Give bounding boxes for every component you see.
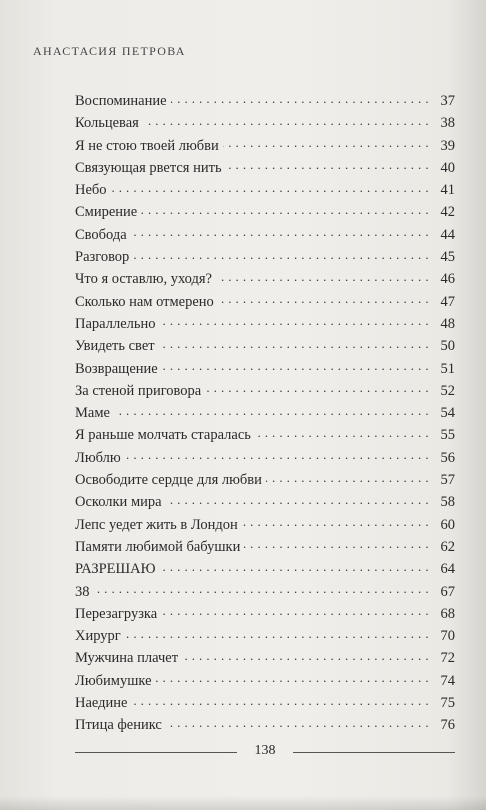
toc-entry-title: Маме bbox=[75, 405, 110, 422]
toc-entry-title: Хирург bbox=[75, 628, 121, 645]
toc-dot-leader bbox=[226, 157, 429, 172]
toc-entry-page: 76 bbox=[440, 717, 455, 734]
toc-entry-title: Воспоминание bbox=[75, 93, 167, 109]
toc-entry bbox=[75, 179, 455, 201]
toc-entry bbox=[75, 402, 455, 424]
toc-entry-page: 57 bbox=[440, 472, 455, 489]
page-number: 138 bbox=[254, 743, 276, 758]
toc-entry-page: 48 bbox=[440, 315, 455, 332]
toc-dot-leader bbox=[223, 135, 429, 150]
toc-dot-leader bbox=[114, 403, 429, 418]
toc-entry-page: 51 bbox=[440, 360, 455, 377]
toc-dot-leader bbox=[244, 536, 429, 551]
toc-entry-title: Небо bbox=[75, 182, 107, 199]
toc-entry bbox=[75, 558, 455, 580]
toc-entry-page: 41 bbox=[440, 182, 455, 199]
running-head: АНАСТАСИЯ ПЕТРОВА bbox=[33, 44, 186, 58]
toc-entry-page: 47 bbox=[440, 293, 455, 310]
toc-dot-leader bbox=[156, 670, 429, 685]
toc-dot-leader bbox=[218, 291, 429, 306]
toc-entry bbox=[75, 714, 455, 736]
toc-dot-leader bbox=[159, 336, 429, 351]
toc-entry bbox=[75, 112, 455, 134]
toc-entry-title: Лепс уедет жить в Лондон bbox=[75, 516, 238, 533]
toc-dot-leader bbox=[166, 715, 429, 730]
toc-entry-title: Что я оставлю, уходя? bbox=[75, 271, 212, 288]
toc-entry bbox=[75, 246, 455, 268]
toc-entry-title: Птица феникс bbox=[75, 717, 162, 734]
toc-entry bbox=[75, 514, 455, 536]
toc-entry-title: Смирение bbox=[75, 204, 138, 221]
toc-entry-title: Увидеть свет bbox=[75, 338, 155, 355]
folio-rule-left bbox=[75, 752, 237, 753]
toc-entry bbox=[75, 603, 455, 625]
toc-entry bbox=[75, 380, 455, 402]
toc-entry bbox=[75, 536, 455, 558]
toc-entry-title: Разговор bbox=[75, 249, 130, 266]
toc-entry-title: Возвращение bbox=[75, 360, 158, 377]
toc-entry-page: 42 bbox=[440, 204, 455, 221]
toc-entry-page: 74 bbox=[440, 672, 455, 689]
toc-entry-page: 39 bbox=[440, 137, 455, 154]
toc-entry-title: Параллельно bbox=[75, 315, 156, 332]
toc-dot-leader bbox=[166, 492, 429, 507]
toc-dot-leader bbox=[132, 693, 430, 708]
toc-entry bbox=[75, 447, 455, 469]
toc-entry-title: Я раньше молчать старалась bbox=[75, 427, 251, 444]
table-of-contents bbox=[75, 90, 455, 737]
toc-entry-page: 75 bbox=[440, 695, 455, 712]
toc-entry bbox=[75, 625, 455, 647]
toc-entry-title: Осколки мира bbox=[75, 494, 162, 511]
toc-dot-leader bbox=[160, 313, 430, 328]
toc-entry-title: Любимушке bbox=[75, 672, 152, 689]
toc-entry-page: 44 bbox=[440, 226, 455, 243]
toc-dot-leader bbox=[205, 380, 429, 395]
toc-entry-page: 37 bbox=[440, 93, 455, 109]
toc-dot-leader bbox=[255, 425, 429, 440]
toc-dot-leader bbox=[266, 470, 429, 485]
toc-dot-leader bbox=[242, 514, 429, 529]
toc-entry-page: 60 bbox=[440, 516, 455, 533]
toc-dot-leader bbox=[125, 447, 429, 462]
toc-entry-title: За стеной приговора bbox=[75, 382, 202, 399]
toc-entry-title: Памяти любимой бабушки bbox=[75, 538, 241, 555]
toc-entry-page: 67 bbox=[440, 583, 455, 600]
toc-entry bbox=[75, 491, 455, 513]
toc-dot-leader bbox=[133, 247, 429, 262]
toc-dot-leader bbox=[162, 358, 429, 373]
toc-dot-leader bbox=[216, 269, 429, 284]
toc-dot-leader bbox=[161, 603, 429, 618]
toc-entry bbox=[75, 358, 455, 380]
toc-entry bbox=[75, 268, 455, 290]
toc-entry bbox=[75, 424, 455, 446]
toc-entry-page: 56 bbox=[440, 449, 455, 466]
toc-entry-title: Мужчина плачет bbox=[75, 650, 179, 667]
toc-dot-leader bbox=[182, 648, 429, 663]
toc-entry bbox=[75, 313, 455, 335]
toc-entry bbox=[75, 90, 455, 112]
toc-entry-page: 55 bbox=[440, 427, 455, 444]
toc-entry bbox=[75, 670, 455, 692]
toc-dot-leader bbox=[141, 202, 429, 217]
toc-entry bbox=[75, 135, 455, 157]
toc-entry-page: 40 bbox=[440, 159, 455, 176]
folio-rule-right bbox=[293, 752, 455, 753]
toc-entry bbox=[75, 581, 455, 603]
toc-entry-page: 62 bbox=[440, 538, 455, 555]
toc-dot-leader bbox=[160, 559, 429, 574]
toc-entry-page: 50 bbox=[440, 338, 455, 355]
toc-entry-title: Люблю bbox=[75, 449, 121, 466]
toc-entry bbox=[75, 647, 455, 669]
toc-entry bbox=[75, 291, 455, 313]
toc-entry-page: 46 bbox=[440, 271, 455, 288]
toc-entry bbox=[75, 335, 455, 357]
toc-entry-title: Свобода bbox=[75, 226, 127, 243]
toc-dot-leader bbox=[131, 224, 429, 239]
toc-entry-page: 72 bbox=[440, 650, 455, 667]
toc-entry-title: РАЗРЕШАЮ bbox=[75, 561, 156, 578]
toc-dot-leader bbox=[143, 113, 429, 128]
toc-entry-title: Наедине bbox=[75, 695, 128, 712]
toc-entry-page: 58 bbox=[440, 494, 455, 511]
toc-entry-page: 45 bbox=[440, 249, 455, 266]
toc-entry-page: 64 bbox=[440, 561, 455, 578]
toc-entry-title: Освободите сердце для любви bbox=[75, 472, 262, 489]
toc-entry bbox=[75, 201, 455, 223]
toc-entry bbox=[75, 692, 455, 714]
toc-entry-title: Я не стою твоей любви bbox=[75, 137, 219, 154]
toc-entry-page: 54 bbox=[440, 405, 455, 422]
toc-dot-leader bbox=[125, 626, 429, 641]
toc-entry-page: 70 bbox=[440, 628, 455, 645]
toc-entry bbox=[75, 469, 455, 491]
toc-entry-page: 38 bbox=[440, 115, 455, 132]
toc-entry-page: 68 bbox=[440, 605, 455, 622]
toc-dot-leader bbox=[111, 180, 429, 195]
toc-dot-leader bbox=[94, 581, 430, 596]
toc-entry-title: 38 bbox=[75, 583, 90, 600]
toc-entry bbox=[75, 157, 455, 179]
toc-entry-title: Связующая рвется нить bbox=[75, 159, 222, 176]
toc-entry-page: 52 bbox=[440, 382, 455, 399]
toc-entry-title: Перезагрузка bbox=[75, 605, 158, 622]
toc-entry-title: Сколько нам отмерено bbox=[75, 293, 214, 310]
toc-entry-title: Кольцевая bbox=[75, 115, 139, 132]
toc-dot-leader bbox=[171, 91, 429, 106]
toc-entry bbox=[75, 224, 455, 246]
